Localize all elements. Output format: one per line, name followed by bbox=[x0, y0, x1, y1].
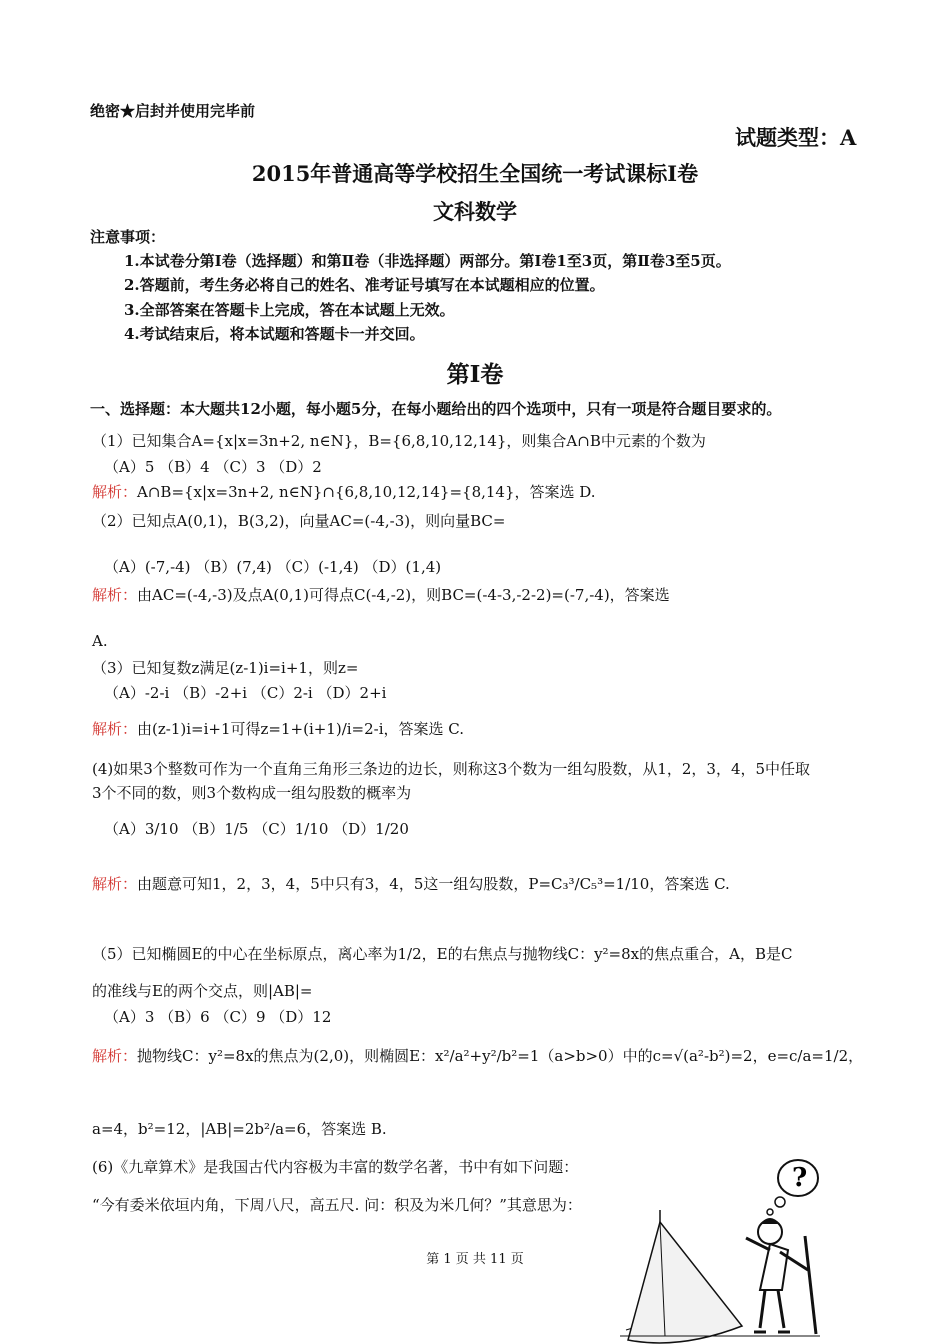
question-5-stem-cont: 的准线与E的两个交点，则|AB|= bbox=[92, 982, 313, 1000]
question-4-stem: (4)如果3个整数可作为一个直角三角形三条边的边长，则称这3个数为一组勾股数，从1，2，3，4，5中任取 bbox=[92, 760, 811, 778]
analysis-label: 解析： bbox=[92, 1047, 138, 1065]
analysis-label: 解析： bbox=[92, 483, 138, 501]
question-3-options: （A）-2-i （B）-2+i （C）2-i （D）2+i bbox=[104, 684, 387, 702]
rice-cone bbox=[628, 1222, 742, 1343]
secret-notice: 绝密★启封并使用完毕前 bbox=[90, 102, 256, 120]
analysis-text: 由(z-1)i=i+1可得z=1+(i+1)/i=2-i，答案选 C. bbox=[137, 720, 465, 738]
analysis-text: A∩B={x|x=3n+2, n∈N}∩{6,8,10,12,14}={8,14}，答案选 D. bbox=[137, 483, 596, 501]
question-1-analysis bbox=[92, 481, 596, 502]
question-4-stem-cont: 3个不同的数，则3个数构成一组勾股数的概率为 bbox=[92, 784, 412, 802]
note-item: 4.考试结束后，将本试题和答题卡一并交回。 bbox=[124, 325, 425, 343]
volume-heading: 第Ⅰ卷 bbox=[446, 361, 504, 388]
notes-heading: 注意事项： bbox=[90, 228, 166, 246]
question-5-options: （A）3 （B）6 （C）9 （D）12 bbox=[104, 1008, 332, 1026]
question-5-analysis bbox=[92, 1045, 863, 1066]
question-2-options: （A）(-7,-4) （B）(7,4) （C）(-1,4) （D）(1,4) bbox=[104, 558, 442, 576]
analysis-label: 解析： bbox=[92, 586, 138, 604]
question-2-stem: （2）已知点A(0,1)，B(3,2)，向量AC=(-4,-3)，则向量BC= bbox=[92, 512, 506, 530]
page-number: 第 1 页 共 11 页 bbox=[426, 1252, 524, 1267]
page-title: 2015年普通高等学校招生全国统一考试课标Ⅰ卷 bbox=[251, 161, 699, 186]
question-mark-icon: ? bbox=[792, 1163, 808, 1193]
section-heading: 一、选择题：本大题共12小题，每小题5分，在每小题给出的四个选项中，只有一项是符合题目要求的。 bbox=[90, 400, 782, 418]
question-2-analysis-end: A. bbox=[92, 632, 108, 650]
page-subtitle: 文科数学 bbox=[433, 199, 517, 224]
question-5-stem: （5）已知椭圆E的中心在坐标原点，离心率为1/2，E的右焦点与抛物线C：y²=8x的焦点重合，A，B是C bbox=[92, 945, 793, 963]
question-4-options: （A）3/10 （B）1/5 （C）1/10 （D）1/20 bbox=[104, 820, 409, 838]
question-2-analysis bbox=[92, 584, 670, 605]
analysis-label: 解析： bbox=[92, 875, 138, 893]
question-6-stem: (6)《九章算术》是我国古代内容极为丰富的数学名著，书中有如下问题： bbox=[92, 1158, 579, 1176]
question-1-stem: （1）已知集合A={x|x=3n+2, n∈N}，B={6,8,10,12,14}，则集合A∩B中元素的个数为 bbox=[92, 432, 706, 450]
analysis-label: 解析： bbox=[92, 720, 138, 738]
question-1-options: （A）5 （B）4 （C）3 （D）2 bbox=[104, 458, 322, 476]
rice-pile-illustration bbox=[620, 1150, 820, 1344]
analysis-text: 由题意可知1，2，3，4，5中只有3，4，5这一组勾股数，P=C₃³/C₅³=1/10，答案选 C. bbox=[137, 875, 730, 893]
question-5-analysis-cont: a=4，b²=12，|AB|=2b²/a=6，答案选 B. bbox=[92, 1120, 387, 1138]
analysis-text: 抛物线C：y²=8x的焦点为(2,0)，则椭圆E：x²/a²+y²/b²=1（a>b>0）中的c=√(a²-b²)=2，e=c/a=1/2， bbox=[137, 1047, 864, 1065]
note-item: 3.全部答案在答题卡上完成，答在本试题上无效。 bbox=[124, 301, 455, 319]
analysis-text: 由AC=(-4,-3)及点A(0,1)可得点C(-4,-2)，则BC=(-4-3,-2-2)=(-7,-4)，答案选 bbox=[137, 586, 670, 604]
note-item: 2.答题前，考生务必将自己的姓名、准考证号填写在本试题相应的位置。 bbox=[124, 276, 605, 294]
note-item: 1.本试卷分第Ⅰ卷（选择题）和第Ⅱ卷（非选择题）两部分。第Ⅰ卷1至3页，第Ⅱ卷3至5页。 bbox=[124, 252, 731, 270]
question-6-stem-cont: “今有委米依垣内角，下周八尺，高五尺. 问：积及为米几何？”其意思为： bbox=[92, 1196, 582, 1214]
question-4-analysis bbox=[92, 873, 730, 894]
question-3-stem: （3）已知复数z满足(z-1)i=i+1，则z= bbox=[92, 659, 359, 677]
exam-type: 试题类型：A bbox=[735, 125, 857, 150]
question-3-analysis bbox=[92, 718, 464, 739]
